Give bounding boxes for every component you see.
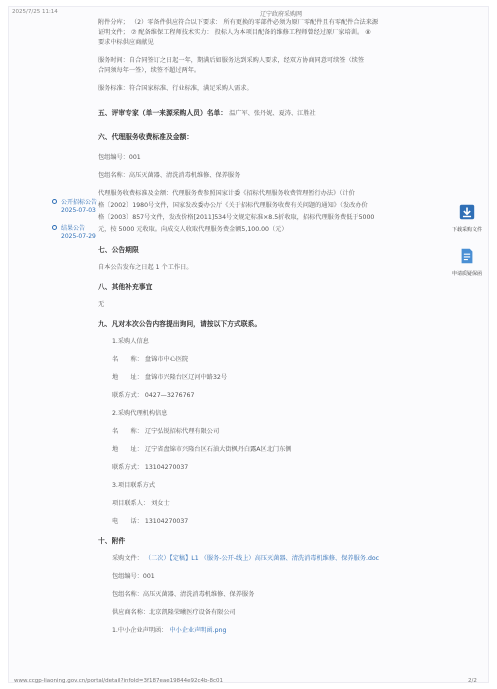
other-matters: 无	[98, 301, 105, 308]
section-experts	[98, 107, 316, 117]
package-number: 包组编号：001	[98, 154, 141, 161]
purchaser-name: 名 称： 盘锦市中心医院	[112, 356, 189, 363]
project-contact: 项目联系人： 刘女士	[112, 500, 170, 507]
document-icon	[458, 247, 476, 265]
package-name: 包组名称：高压灭菌器、清洗消毒机维修、保养服务	[112, 591, 255, 598]
package-name: 包组名称：高压灭菌器、清洗消毒机维修、保养服务	[98, 172, 241, 179]
body-text: 服务时间：自合同签订之日起一年，期满后如服务达到采购人要求，经双方协商同意可续签（续签	[98, 57, 365, 64]
notice-period: 自本公告发布之日起 1 个工作日。	[98, 264, 193, 271]
attachment-row	[112, 553, 379, 562]
sme-label: 1.中小企业声明函：	[112, 627, 168, 634]
body-text: 服务标准：符合国家标准、行业标准，满足采购人需求。	[98, 85, 253, 92]
expert-names: 温广军、张丹妮、夏涛、江胜社	[229, 110, 316, 117]
procurement-file-link[interactable]: （二次）【定稿】L1 （服务-公开-线上）高压灭菌器、清洗消毒机维修、保养服务.doc	[144, 555, 380, 562]
contact-group-title: 1.采购人信息	[112, 338, 149, 345]
supplier-name: 供应商名称：北京凯隆荣曦医疗设备有限公司	[112, 609, 236, 616]
body-text: 附件分库； （2）零备件供应符合以下要求： 所有更换的零部件必须为原厂零配件且有零配件合法来源	[98, 19, 379, 26]
print-timestamp: 2025/7/25 11:14	[12, 9, 58, 15]
sidebar-item-date: 2025-07-29	[61, 233, 96, 240]
bullet-icon	[52, 225, 57, 230]
download-file-button[interactable]	[447, 203, 487, 233]
sidebar-item-label[interactable]: 结果公告	[61, 225, 86, 232]
fee-text: 格〔2003〕857号文件，发改价格[2011]534号文规定标准×8.5折收取，招标代理服务费低于5000	[98, 214, 375, 221]
fee-text: 格〔2002〕1980号文件，国家发改委办公厅《关于招标代理服务收费有关问题的通知》（发改办价	[98, 202, 368, 209]
body-text: 合同须每年一签），续签不超过两年。	[98, 67, 201, 74]
contact-group-title: 2.采购代理机构信息	[112, 410, 168, 417]
agency-phone: 联系方式： 13104270037	[112, 464, 189, 471]
sidebar-item-label[interactable]: 公开招标公告	[61, 199, 98, 206]
section-heading: 七、公告期限	[98, 246, 139, 254]
download-file-label: 下载采购文件	[451, 227, 482, 233]
fee-text: 代理服务收费标准及金额：代理服务费参照国家计委《招标代理服务收费管理暂行办法》（计价	[98, 190, 355, 197]
site-title: 辽宁政府采购网	[260, 11, 303, 18]
section-heading: 八、其他补充事宜	[98, 283, 153, 291]
apply-guarantee-button[interactable]	[447, 247, 487, 277]
section-heading: 十、附件	[98, 537, 126, 545]
agency-address: 地 址： 辽宁省盘锦市兴隆台区石油大街枫丹白露A区北门东侧	[112, 446, 292, 453]
project-phone: 电 话： 13104270037	[112, 518, 189, 525]
section-heading: 九、凡对本次公告内容提出询问，请按以下方式联系。	[98, 320, 262, 328]
section-heading: 五、评审专家（单一来源采购人员）名单：	[98, 109, 228, 117]
body-text: 证明文件； ⑦ 配备维保工程师技术实力： 投标人为本项目配备的维修工程师曾经过原厂家培训。 ⑧	[98, 29, 371, 36]
apply-guarantee-label: 申请质疑保函	[451, 271, 482, 277]
fee-text: 元，按 5000 元收取。向成交人收取代理服务费金额5,100.00（元）	[98, 226, 288, 233]
body-text: 要求中标供应商献见	[98, 39, 154, 46]
purchaser-phone: 联系方式： 0427—3276767	[112, 392, 195, 399]
purchaser-address: 地 址： 盘锦市兴隆台区辽河中路32号	[112, 374, 228, 381]
download-icon	[458, 203, 476, 221]
page-number: 2/2	[468, 678, 477, 684]
sidebar-item-date: 2025-07-03	[61, 207, 96, 214]
attachment-label: 采购文件：	[112, 555, 143, 562]
agency-name: 名 称： 辽宁弘锐招标代理有限公司	[112, 428, 220, 435]
section-heading: 六、代理服务收费标准及金额：	[98, 133, 194, 141]
sme-declaration-link[interactable]: 中小企业声明函.png	[169, 627, 227, 634]
package-number: 包组编号：001	[112, 573, 155, 580]
contact-group-title: 3.项目联系方式	[112, 482, 156, 489]
sme-row	[112, 625, 226, 634]
bullet-icon	[52, 199, 57, 204]
page-url: www.ccgp-liaoning.gov.cn/portal/detail?infoId=3f187eae19844e92c4b-8c01	[14, 678, 223, 684]
